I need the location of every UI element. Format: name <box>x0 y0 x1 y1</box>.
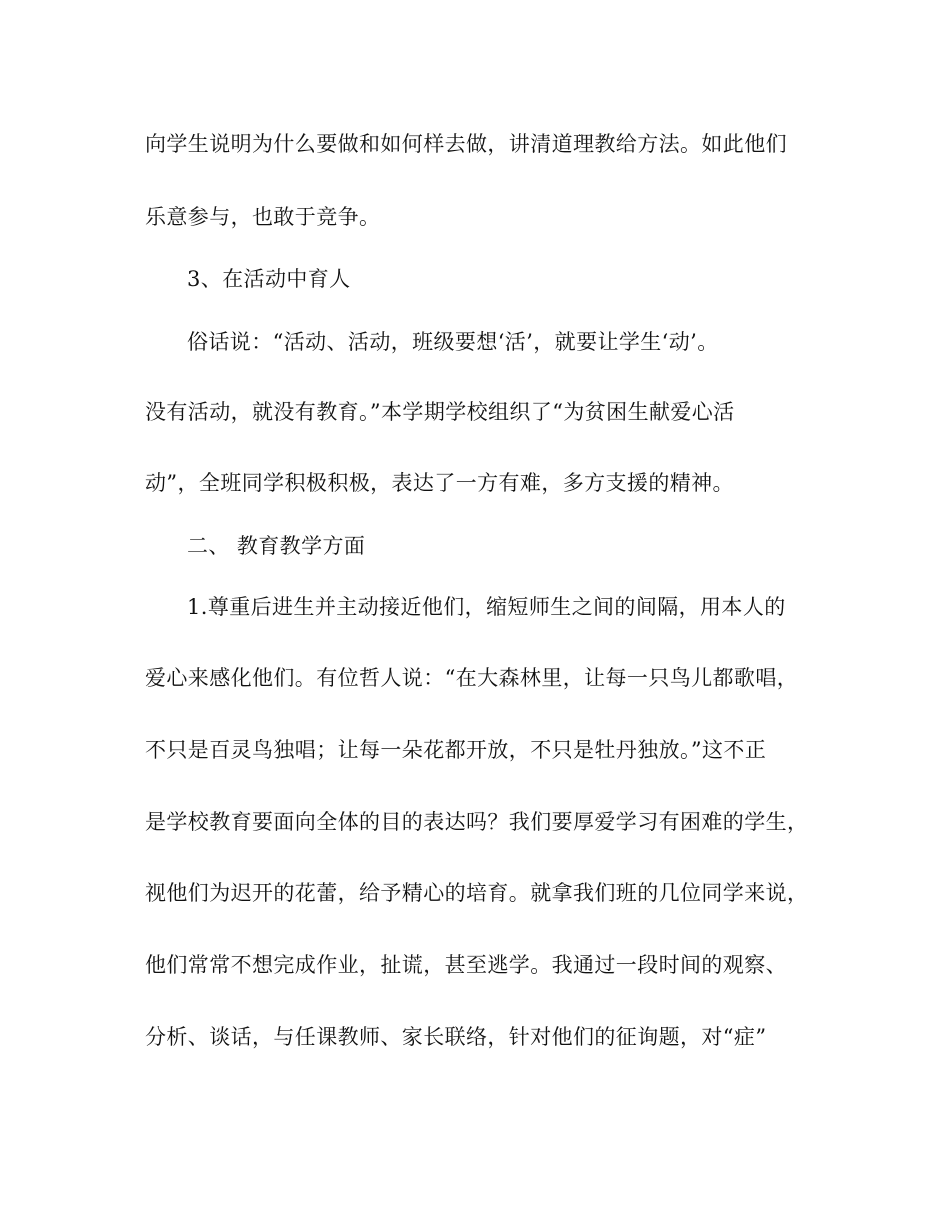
paragraph-line-11: 他们常常不想完成作业，扯谎，甚至逃学。我通过一段时间的观察、 <box>145 953 787 977</box>
paragraph-line-3: 俗话说：“活动、活动，班级要想‘活’，就要让学生‘动’。 <box>187 330 719 354</box>
paragraph-line-9: 是学校教育要面向全体的目的表达吗？我们要厚爱学习有困难的学生， <box>145 810 809 834</box>
section-heading-3: 3、在活动中育人 <box>187 267 351 291</box>
paragraph-line-12: 分析、谈话，与任课教师、家长联络，针对他们的征询题，对“症” <box>145 1025 767 1049</box>
paragraph-line-4: 没有活动，就没有教育。”本学期学校组织了“为贫困生献爱心活 <box>145 400 735 424</box>
section-heading-2: 二、 教育教学方面 <box>187 534 366 558</box>
paragraph-line-6: 1.尊重后进生并主动接近他们，缩短师生之间的间隔，用本人的 <box>187 595 786 619</box>
paragraph-line-7: 爱心来感化他们。有位哲人说：“在大森林里，让每一只鸟儿都歌唱， <box>145 666 799 690</box>
paragraph-line-1: 向学生说明为什么要做和如何样去做，讲清道理教给方法。如此他们 <box>145 132 787 156</box>
paragraph-line-5: 动”，全班同学积极积极，表达了一方有难，多方支援的精神。 <box>145 471 734 495</box>
paragraph-line-2: 乐意参与，也敢于竞争。 <box>145 205 381 229</box>
paragraph-line-10: 视他们为迟开的花蕾，给予精心的培育。就拿我们班的几位同学来说， <box>145 881 809 905</box>
paragraph-line-8: 不只是百灵鸟独唱；让每一朵花都开放，不只是牡丹独放。”这不正 <box>145 738 767 762</box>
